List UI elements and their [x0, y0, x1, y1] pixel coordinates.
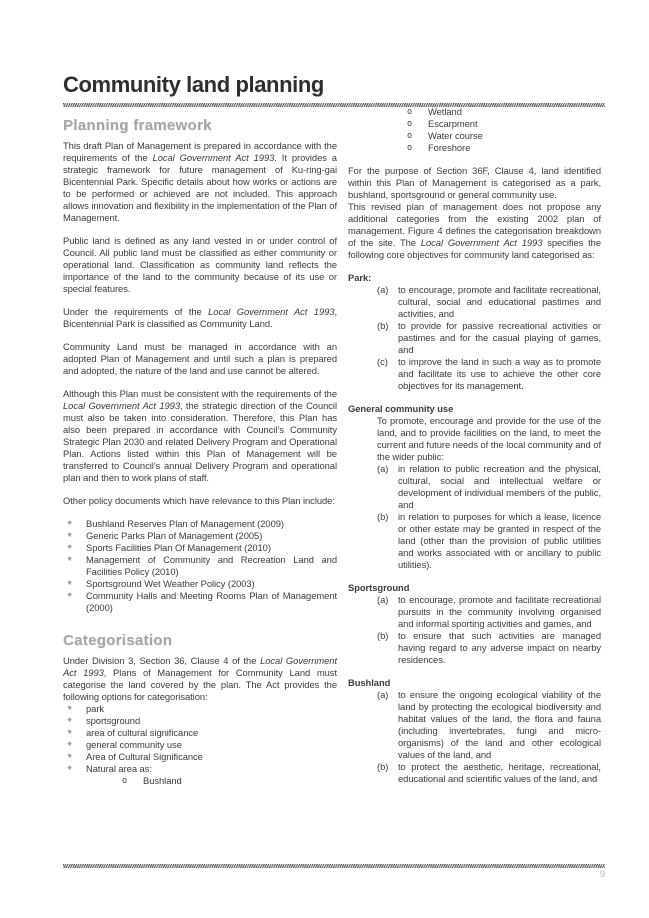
lettered-item [348, 463, 601, 511]
text-run: Foreshore [428, 142, 471, 153]
lettered-item [348, 284, 601, 320]
page-number: 9 [599, 869, 605, 880]
text-run: This revised plan of management does not propose any additional categories from the existing 2002 plan of management. Figure 4 defines the categorisation breakdown of the site. The [348, 201, 601, 248]
sub-bullet-item [122, 775, 337, 787]
paragraph [63, 388, 337, 484]
lettered-list [348, 463, 601, 571]
asterisk-bullet-icon: ✳ [67, 741, 73, 748]
italic-act-title: Local Government Act 1993 [208, 306, 335, 317]
sub-bullet-item [407, 130, 601, 142]
bullet-item-text [86, 590, 337, 614]
bullet-item [63, 518, 337, 530]
item-letter-label: (a) [377, 594, 389, 605]
text-run: sportsground [86, 715, 141, 726]
italic-act-title: Local Government Act 1993 [152, 152, 275, 163]
bullet-item [63, 727, 337, 739]
lettered-list [348, 284, 601, 392]
lettered-item-text [398, 511, 601, 571]
sub-bullet-item-text [428, 106, 601, 118]
asterisk-bullet-icon: ✳ [67, 592, 73, 599]
lettered-item [348, 689, 601, 761]
item-letter-label: (a) [377, 689, 389, 700]
bullet-item-text [86, 554, 337, 578]
lettered-item-text [398, 761, 601, 785]
text-run: To promote, encourage and provide for the use of the land, and to provide facilities on the land, to meet the current and future needs of the local community and of the wider public: [377, 415, 601, 462]
text-run: Escarpment [428, 118, 478, 129]
bullet-item-text [86, 518, 337, 530]
sub-bullet-list [348, 106, 601, 154]
lettered-item-text [398, 594, 601, 630]
sub-bullet-item [407, 106, 601, 118]
bullet-item [63, 763, 337, 775]
italic-act-title: Local Government Act 1993 [420, 237, 543, 248]
asterisk-bullet-icon: ✳ [67, 753, 73, 760]
bullet-item [63, 530, 337, 542]
sub-bullet-item [407, 142, 601, 154]
text-run: to encourage, promote and facilitate recreational pursuits in the community involving organised and informal sporting activities and games, and [398, 594, 601, 629]
italic-act-title: Local Government Act 1993 [63, 400, 180, 411]
lettered-item-text [398, 630, 601, 666]
text-run: Water course [428, 130, 483, 141]
text-run: Public land is defined as any land vested in or under control of Council. All public land must be classified as either community or operational land. Classification as community land reflects the importance of the land to the community because of its use or special features. [63, 235, 337, 294]
text-run: to ensure that such activities are managed having regard to any adverse impact on nearby residences. [398, 630, 601, 665]
text-run: to protect the aesthetic, heritage, recreational, educational and scientific values of the land, and [398, 761, 601, 784]
text-run: to improve the land in such a way as to promote and facilitate its use to achieve the other core objectives for its management. [398, 356, 601, 391]
page-title: Community land planning [63, 72, 324, 97]
text-run: to encourage, promote and facilitate recreational, cultural, social and educational pastimes and activities, and [398, 284, 601, 319]
text-run: park [86, 703, 105, 714]
text-run: For the purpose of Section 36F, Clause 4, land identified within this Plan of Management is categorised as a park, bushland, sportsground or general community use. [348, 165, 601, 200]
asterisk-bullet-icon: ✳ [67, 705, 73, 712]
sub-bullet-list [63, 775, 337, 787]
italic-act-title: Local Government Act 1993 [63, 655, 337, 678]
asterisk-bullet-icon: ✳ [67, 729, 73, 736]
bullet-item-text [86, 542, 337, 554]
lettered-item [348, 511, 601, 571]
asterisk-bullet-icon: ✳ [67, 520, 73, 527]
circle-bullet-icon: o [407, 131, 413, 141]
text-run: Natural area as: [86, 763, 152, 774]
bullet-list [63, 703, 337, 775]
asterisk-bullet-icon: ✳ [67, 556, 73, 563]
bullet-item [63, 751, 337, 763]
lettered-item [348, 630, 601, 666]
text-run: Area of Cultural Significance [86, 751, 203, 762]
paragraph [348, 165, 601, 201]
text-run: , Plans of Management for Community Land must categorise the land covered by the plan. The Act provides the following options for categorisation: [63, 667, 337, 702]
lettered-item [348, 761, 601, 785]
text-run: Although this Plan must be consistent with the requirements of the [63, 388, 337, 399]
text-run: Community Land must be managed in accordance with an adopted Plan of Management and until such a plan is prepared and adopted, the nature of the land and use cannot be altered. [63, 341, 337, 376]
item-letter-label: (c) [377, 356, 388, 367]
item-letter-label: (b) [377, 511, 389, 522]
paragraph [63, 655, 337, 703]
item-letter-label: (b) [377, 630, 389, 641]
text-run: in relation to purposes for which a lease, licence or other estate may be granted in respect of the land (other than the provision of public utilities and works associated with or ancillary to public utilities). [398, 511, 601, 570]
text-run: Sportsground Wet Weather Policy (2003) [86, 578, 255, 589]
circle-bullet-icon: o [407, 107, 413, 117]
asterisk-bullet-icon: ✳ [67, 765, 73, 772]
bullet-item-text [86, 763, 337, 775]
lettered-list [348, 594, 601, 666]
bullet-item [63, 715, 337, 727]
left-column [63, 118, 337, 798]
paragraph [63, 235, 337, 295]
text-run: Generic Parks Plan of Management (2005) [86, 530, 263, 541]
sub-bullet-item-text [428, 130, 601, 142]
bullet-item [63, 703, 337, 715]
lettered-item [348, 320, 601, 356]
text-run: Wetland [428, 106, 462, 117]
text-run: to provide for passive recreational activities or pastimes and for the casual playing of games, and [398, 320, 601, 355]
paragraph [63, 306, 337, 330]
bullet-item [63, 554, 337, 578]
footer-rule [63, 864, 605, 868]
bullet-item [63, 578, 337, 590]
asterisk-bullet-icon: ✳ [67, 544, 73, 551]
lettered-item-text [398, 689, 601, 761]
text-run: . It provides a strategic framework for future management of Ku-ring-gai Bicentennial Park. Specific details about how works or actions are to be performed or achieved are not included. This approach allows innovation and flexibility in the implementation of the Plan of Management. [63, 152, 337, 223]
text-run: Management of Community and Recreation Land and Facilities Policy (2010) [86, 554, 337, 577]
item-letter-label: (b) [377, 761, 389, 772]
lettered-item-text [398, 284, 601, 320]
circle-bullet-icon: o [122, 776, 128, 786]
text-run: Bushland [143, 775, 182, 786]
lettered-item-text [398, 356, 601, 392]
lettered-item [348, 594, 601, 630]
asterisk-bullet-icon: ✳ [67, 580, 73, 587]
paragraph [63, 341, 337, 377]
lettered-item-text [398, 463, 601, 511]
paragraph [63, 495, 337, 507]
bullet-list [63, 518, 337, 614]
circle-bullet-icon: o [407, 143, 413, 153]
text-run: , Bicentennial Park is classified as Community Land. [63, 306, 338, 329]
text-run: This draft Plan of Management is prepared in accordance with the requirements of the [63, 140, 337, 163]
bullet-item-text [86, 739, 337, 751]
text-run: in relation to public recreation and the physical, cultural, social and intellectual welfare or development of individual members of the public, and [398, 463, 601, 510]
sub-bullet-item-text [428, 118, 601, 130]
right-column [348, 106, 601, 785]
paragraph [63, 140, 337, 224]
item-letter-label: (b) [377, 320, 389, 331]
bullet-item [63, 739, 337, 751]
section-heading: Planning framework [63, 117, 212, 134]
bullet-item [63, 590, 337, 614]
indented-paragraph [348, 415, 601, 463]
text-run: to ensure the ongoing ecological viability of the land by protecting the ecological biodiversity and habitat values of the land, the flora and fauna (including invertebrates, fungi and micro-organisms) of the land and other ecological values of the land, and [398, 689, 601, 760]
category-heading: General community use [348, 403, 454, 414]
bullet-item-text [86, 578, 337, 590]
asterisk-bullet-icon: ✳ [67, 532, 73, 539]
text-run: Sports Facilities Plan Of Management (2010) [86, 542, 271, 553]
text-run: specifies the following core objectives for community land categorised as: [348, 237, 601, 260]
text-run: general community use [86, 739, 182, 750]
text-run: Under the requirements of the [63, 306, 209, 317]
lettered-item [348, 356, 601, 392]
category-heading: Sportsground [348, 582, 410, 593]
item-letter-label: (a) [377, 463, 389, 474]
text-run: Under Division 3, Section 36, Clause 4 of the [63, 655, 261, 666]
sub-bullet-item-text [428, 142, 601, 154]
bullet-item-text [86, 715, 337, 727]
bullet-item [63, 542, 337, 554]
text-run: area of cultural significance [86, 727, 199, 738]
category-heading: Park: [348, 272, 372, 283]
paragraph [348, 201, 601, 261]
sub-bullet-item-text [143, 775, 337, 787]
bullet-item-text [86, 530, 337, 542]
text-run: , the strategic direction of the Council must also be taken into consideration. Therefore, this Plan has also been prepared in accordance with Council’s Community Strategic Plan 2030 and related Delivery Program and Operational Plan. Actions listed within this Plan of Management will be transferred to Council’s annual Delivery Program and operational plan and then to work plans of staff. [63, 400, 337, 483]
category-heading: Bushland [348, 677, 391, 688]
lettered-item-text [398, 320, 601, 356]
bullet-item-text [86, 727, 337, 739]
section-heading: Categorisation [63, 632, 173, 649]
text-run: Other policy documents which have relevance to this Plan include: [63, 495, 335, 506]
asterisk-bullet-icon: ✳ [67, 717, 73, 724]
text-run: Bushland Reserves Plan of Management (2009) [86, 518, 284, 529]
circle-bullet-icon: o [407, 119, 413, 129]
sub-bullet-item [407, 118, 601, 130]
bullet-item-text [86, 703, 337, 715]
text-run: Community Halls and Meeting Rooms Plan of Management (2000) [86, 590, 337, 613]
item-letter-label: (a) [377, 284, 389, 295]
lettered-list [348, 689, 601, 785]
bullet-item-text [86, 751, 337, 763]
